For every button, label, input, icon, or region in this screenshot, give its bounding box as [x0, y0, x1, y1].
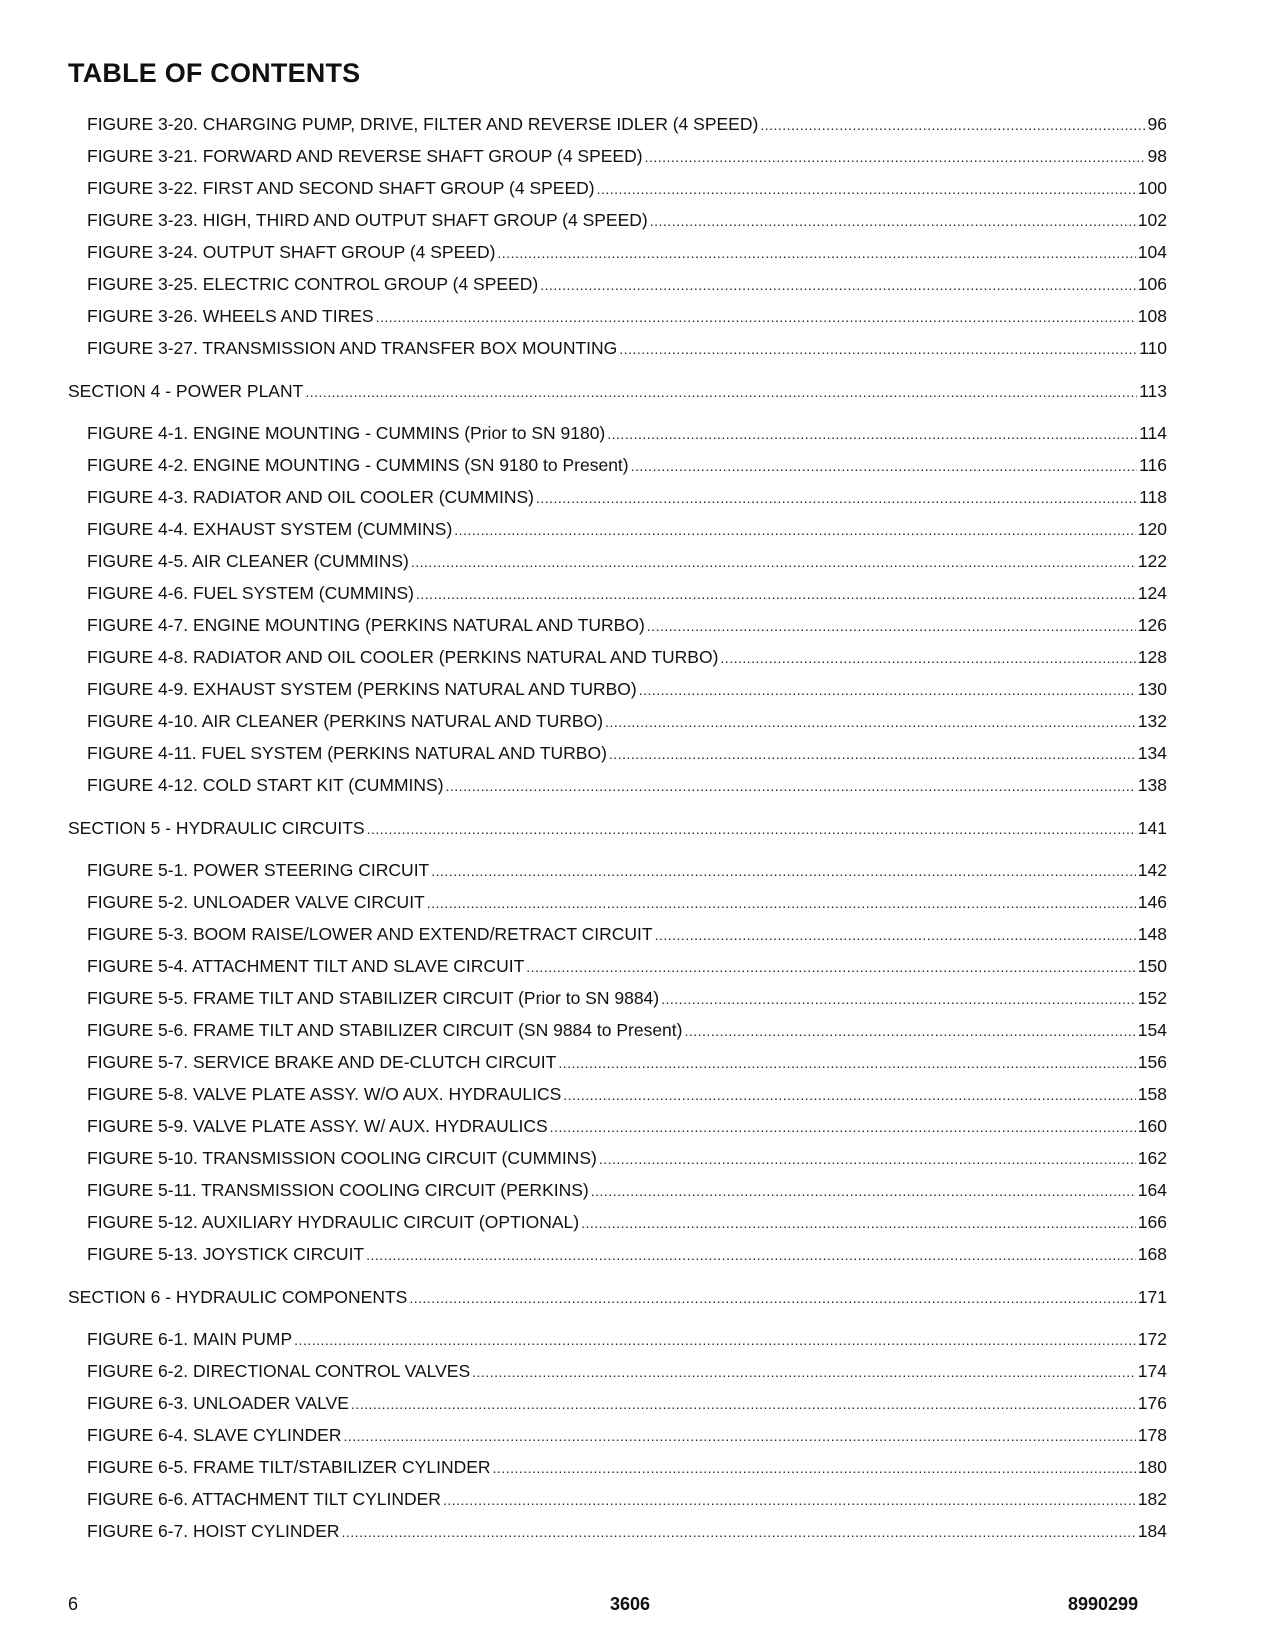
dot-leader: [443, 1488, 1136, 1512]
toc-entry-page-number: 122: [1137, 551, 1167, 571]
toc-figure-entry[interactable]: [68, 613, 1167, 645]
toc-figure-entry[interactable]: [68, 485, 1167, 517]
toc-figure-entry[interactable]: [68, 581, 1167, 613]
dot-leader: [647, 614, 1136, 638]
toc-figure-entry[interactable]: [68, 453, 1167, 485]
toc-entry-page-number: 174: [1137, 1361, 1167, 1381]
dot-leader: [536, 486, 1137, 510]
toc-figure-entry[interactable]: [68, 1146, 1167, 1178]
toc-entry-page-number: 146: [1137, 892, 1167, 912]
toc-figure-entry[interactable]: [68, 858, 1167, 890]
toc-entry-page-number: 116: [1139, 455, 1167, 475]
toc-entry-page-number: 124: [1137, 583, 1167, 603]
toc-entry-label: FIGURE 4-9. EXHAUST SYSTEM (PERKINS NATURAL AND TURBO): [87, 679, 637, 699]
toc-figure-entry[interactable]: [68, 709, 1167, 741]
dot-leader: [367, 817, 1136, 841]
table-of-contents: [68, 112, 1167, 1551]
dot-leader: [607, 422, 1137, 446]
toc-entry-page-number: 106: [1137, 274, 1167, 294]
toc-entry-page-number: 178: [1137, 1425, 1167, 1445]
toc-entry-label: FIGURE 4-12. COLD START KIT (CUMMINS): [87, 775, 444, 795]
toc-figure-entry[interactable]: [68, 1519, 1167, 1551]
toc-figure-entry[interactable]: [68, 741, 1167, 773]
dot-leader: [550, 1115, 1136, 1139]
dot-leader: [558, 1051, 1135, 1075]
toc-entry-page-number: 96: [1147, 114, 1167, 134]
toc-entry-label: FIGURE 5-6. FRAME TILT AND STABILIZER CIRCUIT (SN 9884 to Present): [87, 1020, 683, 1040]
toc-figure-entry[interactable]: [68, 922, 1167, 954]
dot-leader: [376, 305, 1136, 329]
toc-entry-page-number: 130: [1137, 679, 1167, 699]
page-title: TABLE OF CONTENTS: [68, 58, 361, 88]
toc-entry-label: FIGURE 6-3. UNLOADER VALVE: [87, 1393, 349, 1413]
toc-entry-page-number: 113: [1139, 381, 1167, 401]
footer-part-number: 8990299: [1068, 1594, 1139, 1614]
toc-figure-entry[interactable]: [68, 1210, 1167, 1242]
toc-entry-label: FIGURE 6-4. SLAVE CYLINDER: [87, 1425, 342, 1445]
toc-entry-label: FIGURE 3-23. HIGH, THIRD AND OUTPUT SHAFT GROUP (4 SPEED): [87, 210, 648, 230]
dot-leader: [454, 518, 1136, 542]
dot-leader: [605, 710, 1136, 734]
toc-figure-entry[interactable]: [68, 1082, 1167, 1114]
toc-figure-entry[interactable]: [68, 1050, 1167, 1082]
toc-entry-page-number: 162: [1137, 1148, 1167, 1168]
toc-entry-page-number: 182: [1137, 1489, 1167, 1509]
toc-figure-entry[interactable]: [68, 240, 1167, 272]
toc-entry-page-number: 104: [1137, 242, 1167, 262]
toc-entry-page-number: 150: [1137, 956, 1167, 976]
toc-entry-label: FIGURE 4-6. FUEL SYSTEM (CUMMINS): [87, 583, 415, 603]
toc-figure-entry[interactable]: [68, 1018, 1167, 1050]
toc-figure-entry[interactable]: [68, 677, 1167, 709]
toc-entry-label: FIGURE 5-12. AUXILIARY HYDRAULIC CIRCUIT (OPTIONAL): [87, 1212, 580, 1232]
toc-figure-entry[interactable]: [68, 1455, 1167, 1487]
dot-leader: [446, 774, 1136, 798]
dot-leader: [591, 1179, 1136, 1203]
toc-entry-label: FIGURE 5-1. POWER STEERING CIRCUIT: [87, 860, 430, 880]
dot-leader: [294, 1328, 1136, 1352]
toc-entry-page-number: 132: [1137, 711, 1167, 731]
toc-section-entry[interactable]: [68, 816, 1167, 848]
dot-leader: [599, 1147, 1136, 1171]
dot-leader: [416, 582, 1136, 606]
toc-entry-page-number: 176: [1137, 1393, 1167, 1413]
dot-leader: [540, 273, 1136, 297]
toc-figure-entry[interactable]: [68, 176, 1167, 208]
toc-figure-entry[interactable]: [68, 336, 1167, 368]
toc-figure-entry[interactable]: [68, 1242, 1167, 1274]
toc-figure-entry[interactable]: [68, 208, 1167, 240]
toc-entry-label: FIGURE 5-9. VALVE PLATE ASSY. W/ AUX. HYDRAULICS: [87, 1116, 548, 1136]
dot-leader: [597, 177, 1136, 201]
toc-entry-label: FIGURE 4-2. ENGINE MOUNTING - CUMMINS (SN 9180 to Present): [87, 455, 629, 475]
toc-entry-page-number: 152: [1137, 988, 1167, 1008]
toc-entry-page-number: 118: [1139, 487, 1167, 507]
dot-leader: [619, 337, 1137, 361]
toc-entry-label: FIGURE 5-11. TRANSMISSION COOLING CIRCUIT (PERKINS): [87, 1180, 589, 1200]
toc-entry-label: FIGURE 4-5. AIR CLEANER (CUMMINS): [87, 551, 409, 571]
toc-entry-page-number: 102: [1137, 210, 1167, 230]
toc-figure-entry[interactable]: [68, 1423, 1167, 1455]
toc-entry-label: FIGURE 6-5. FRAME TILT/STABILIZER CYLINDER: [87, 1457, 491, 1477]
toc-figure-entry[interactable]: [68, 645, 1167, 677]
toc-entry-page-number: 120: [1137, 519, 1167, 539]
toc-entry-page-number: 98: [1147, 146, 1167, 166]
toc-entry-page-number: 134: [1137, 743, 1167, 763]
toc-figure-entry[interactable]: [68, 517, 1167, 549]
toc-figure-entry[interactable]: [68, 549, 1167, 581]
toc-figure-entry[interactable]: [68, 1359, 1167, 1391]
toc-entry-label: FIGURE 5-2. UNLOADER VALVE CIRCUIT: [87, 892, 425, 912]
toc-figure-entry[interactable]: [68, 1327, 1167, 1359]
toc-figure-entry[interactable]: [68, 890, 1167, 922]
dot-leader: [581, 1211, 1136, 1235]
toc-entry-page-number: 114: [1139, 423, 1167, 443]
toc-entry-label: FIGURE 5-4. ATTACHMENT TILT AND SLAVE CIRCUIT: [87, 956, 525, 976]
toc-figure-entry[interactable]: [68, 1114, 1167, 1146]
toc-entry-page-number: 100: [1137, 178, 1167, 198]
dot-leader: [497, 241, 1135, 265]
toc-entry-label: FIGURE 3-22. FIRST AND SECOND SHAFT GROUP (4 SPEED): [87, 178, 595, 198]
toc-figure-entry[interactable]: [68, 304, 1167, 336]
toc-entry-page-number: 138: [1137, 775, 1167, 795]
toc-entry-label: FIGURE 5-8. VALVE PLATE ASSY. W/O AUX. HYDRAULICS: [87, 1084, 562, 1104]
footer-page-number: 6: [68, 1594, 79, 1614]
dot-leader: [661, 987, 1136, 1011]
dot-leader: [645, 145, 1146, 169]
toc-entry-label: FIGURE 6-6. ATTACHMENT TILT CYLINDER: [87, 1489, 441, 1509]
toc-entry-label: SECTION 4 - POWER PLANT: [68, 381, 304, 401]
toc-entry-label: FIGURE 3-24. OUTPUT SHAFT GROUP (4 SPEED): [87, 242, 496, 262]
toc-figure-entry[interactable]: [68, 421, 1167, 453]
dot-leader: [631, 454, 1137, 478]
toc-entry-label: FIGURE 3-25. ELECTRIC CONTROL GROUP (4 SPEED): [87, 274, 539, 294]
toc-entry-label: FIGURE 4-10. AIR CLEANER (PERKINS NATURAL AND TURBO): [87, 711, 604, 731]
toc-entry-label: FIGURE 3-26. WHEELS AND TIRES: [87, 306, 374, 326]
toc-entry-page-number: 142: [1137, 860, 1167, 880]
toc-figure-entry[interactable]: [68, 986, 1167, 1018]
dot-leader: [684, 1019, 1135, 1043]
dot-leader: [305, 380, 1137, 404]
dot-leader: [342, 1520, 1136, 1544]
dot-leader: [493, 1456, 1136, 1480]
toc-entry-page-number: 180: [1137, 1457, 1167, 1477]
toc-figure-entry[interactable]: [68, 954, 1167, 986]
toc-entry-label: FIGURE 3-20. CHARGING PUMP, DRIVE, FILTER AND REVERSE IDLER (4 SPEED): [87, 114, 759, 134]
toc-entry-page-number: 171: [1137, 1287, 1167, 1307]
toc-figure-entry[interactable]: [68, 1178, 1167, 1210]
dot-leader: [639, 678, 1136, 702]
toc-figure-entry[interactable]: [68, 272, 1167, 304]
dot-leader: [351, 1392, 1136, 1416]
dot-leader: [366, 1243, 1136, 1267]
dot-leader: [655, 923, 1136, 947]
toc-figure-entry[interactable]: [68, 773, 1167, 805]
toc-entry-label: FIGURE 3-21. FORWARD AND REVERSE SHAFT GROUP (4 SPEED): [87, 146, 643, 166]
toc-entry-page-number: 126: [1137, 615, 1167, 635]
dot-leader: [563, 1083, 1136, 1107]
toc-entry-label: FIGURE 5-10. TRANSMISSION COOLING CIRCUIT (CUMMINS): [87, 1148, 597, 1168]
dot-leader: [720, 646, 1135, 670]
toc-entry-page-number: 110: [1139, 338, 1167, 358]
toc-entry-page-number: 160: [1137, 1116, 1167, 1136]
dot-leader: [472, 1360, 1136, 1384]
toc-entry-page-number: 158: [1137, 1084, 1167, 1104]
toc-entry-label: FIGURE 5-3. BOOM RAISE/LOWER AND EXTEND/RETRACT CIRCUIT: [87, 924, 653, 944]
toc-entry-label: FIGURE 5-13. JOYSTICK CIRCUIT: [87, 1244, 365, 1264]
toc-entry-label: FIGURE 4-8. RADIATOR AND OIL COOLER (PERKINS NATURAL AND TURBO): [87, 647, 719, 667]
dot-leader: [650, 209, 1136, 233]
toc-entry-page-number: 184: [1137, 1521, 1167, 1541]
toc-entry-label: FIGURE 4-4. EXHAUST SYSTEM (CUMMINS): [87, 519, 453, 539]
toc-entry-page-number: 148: [1137, 924, 1167, 944]
toc-entry-label: FIGURE 6-7. HOIST CYLINDER: [87, 1521, 340, 1541]
toc-entry-page-number: 154: [1137, 1020, 1167, 1040]
footer-model-number: 3606: [610, 1594, 651, 1614]
toc-entry-label: FIGURE 5-5. FRAME TILT AND STABILIZER CIRCUIT (Prior to SN 9884): [87, 988, 660, 1008]
toc-section-entry[interactable]: [68, 1285, 1167, 1317]
toc-entry-label: FIGURE 4-1. ENGINE MOUNTING - CUMMINS (Prior to SN 9180): [87, 423, 606, 443]
dot-leader: [427, 891, 1136, 915]
toc-entry-label: FIGURE 5-7. SERVICE BRAKE AND DE-CLUTCH CIRCUIT: [87, 1052, 557, 1072]
dot-leader: [431, 859, 1136, 883]
toc-entry-label: FIGURE 4-3. RADIATOR AND OIL COOLER (CUMMINS): [87, 487, 534, 507]
toc-entry-label: SECTION 5 - HYDRAULIC CIRCUITS: [68, 818, 365, 838]
toc-entry-label: SECTION 6 - HYDRAULIC COMPONENTS: [68, 1287, 408, 1307]
toc-figure-entry[interactable]: [68, 112, 1167, 144]
toc-entry-page-number: 172: [1137, 1329, 1167, 1349]
toc-entry-page-number: 166: [1137, 1212, 1167, 1232]
toc-entry-page-number: 156: [1137, 1052, 1167, 1072]
toc-entry-label: FIGURE 3-27. TRANSMISSION AND TRANSFER BOX MOUNTING: [87, 338, 618, 358]
dot-leader: [609, 742, 1136, 766]
toc-entry-label: FIGURE 4-11. FUEL SYSTEM (PERKINS NATURAL AND TURBO): [87, 743, 607, 763]
toc-section-entry[interactable]: [68, 379, 1167, 411]
toc-entry-label: FIGURE 4-7. ENGINE MOUNTING (PERKINS NATURAL AND TURBO): [87, 615, 645, 635]
toc-figure-entry[interactable]: [68, 1391, 1167, 1423]
toc-entry-label: FIGURE 6-2. DIRECTIONAL CONTROL VALVES: [87, 1361, 471, 1381]
dot-leader: [760, 113, 1145, 137]
dot-leader: [343, 1424, 1135, 1448]
dot-leader: [411, 550, 1136, 574]
toc-figure-entry[interactable]: [68, 1487, 1167, 1519]
dot-leader: [409, 1286, 1135, 1310]
toc-entry-page-number: 128: [1137, 647, 1167, 667]
toc-entry-label: FIGURE 6-1. MAIN PUMP: [87, 1329, 293, 1349]
toc-entry-page-number: 141: [1137, 818, 1167, 838]
toc-entry-page-number: 164: [1137, 1180, 1167, 1200]
toc-entry-page-number: 168: [1137, 1244, 1167, 1264]
toc-figure-entry[interactable]: [68, 144, 1167, 176]
toc-entry-page-number: 108: [1137, 306, 1167, 326]
dot-leader: [526, 955, 1136, 979]
